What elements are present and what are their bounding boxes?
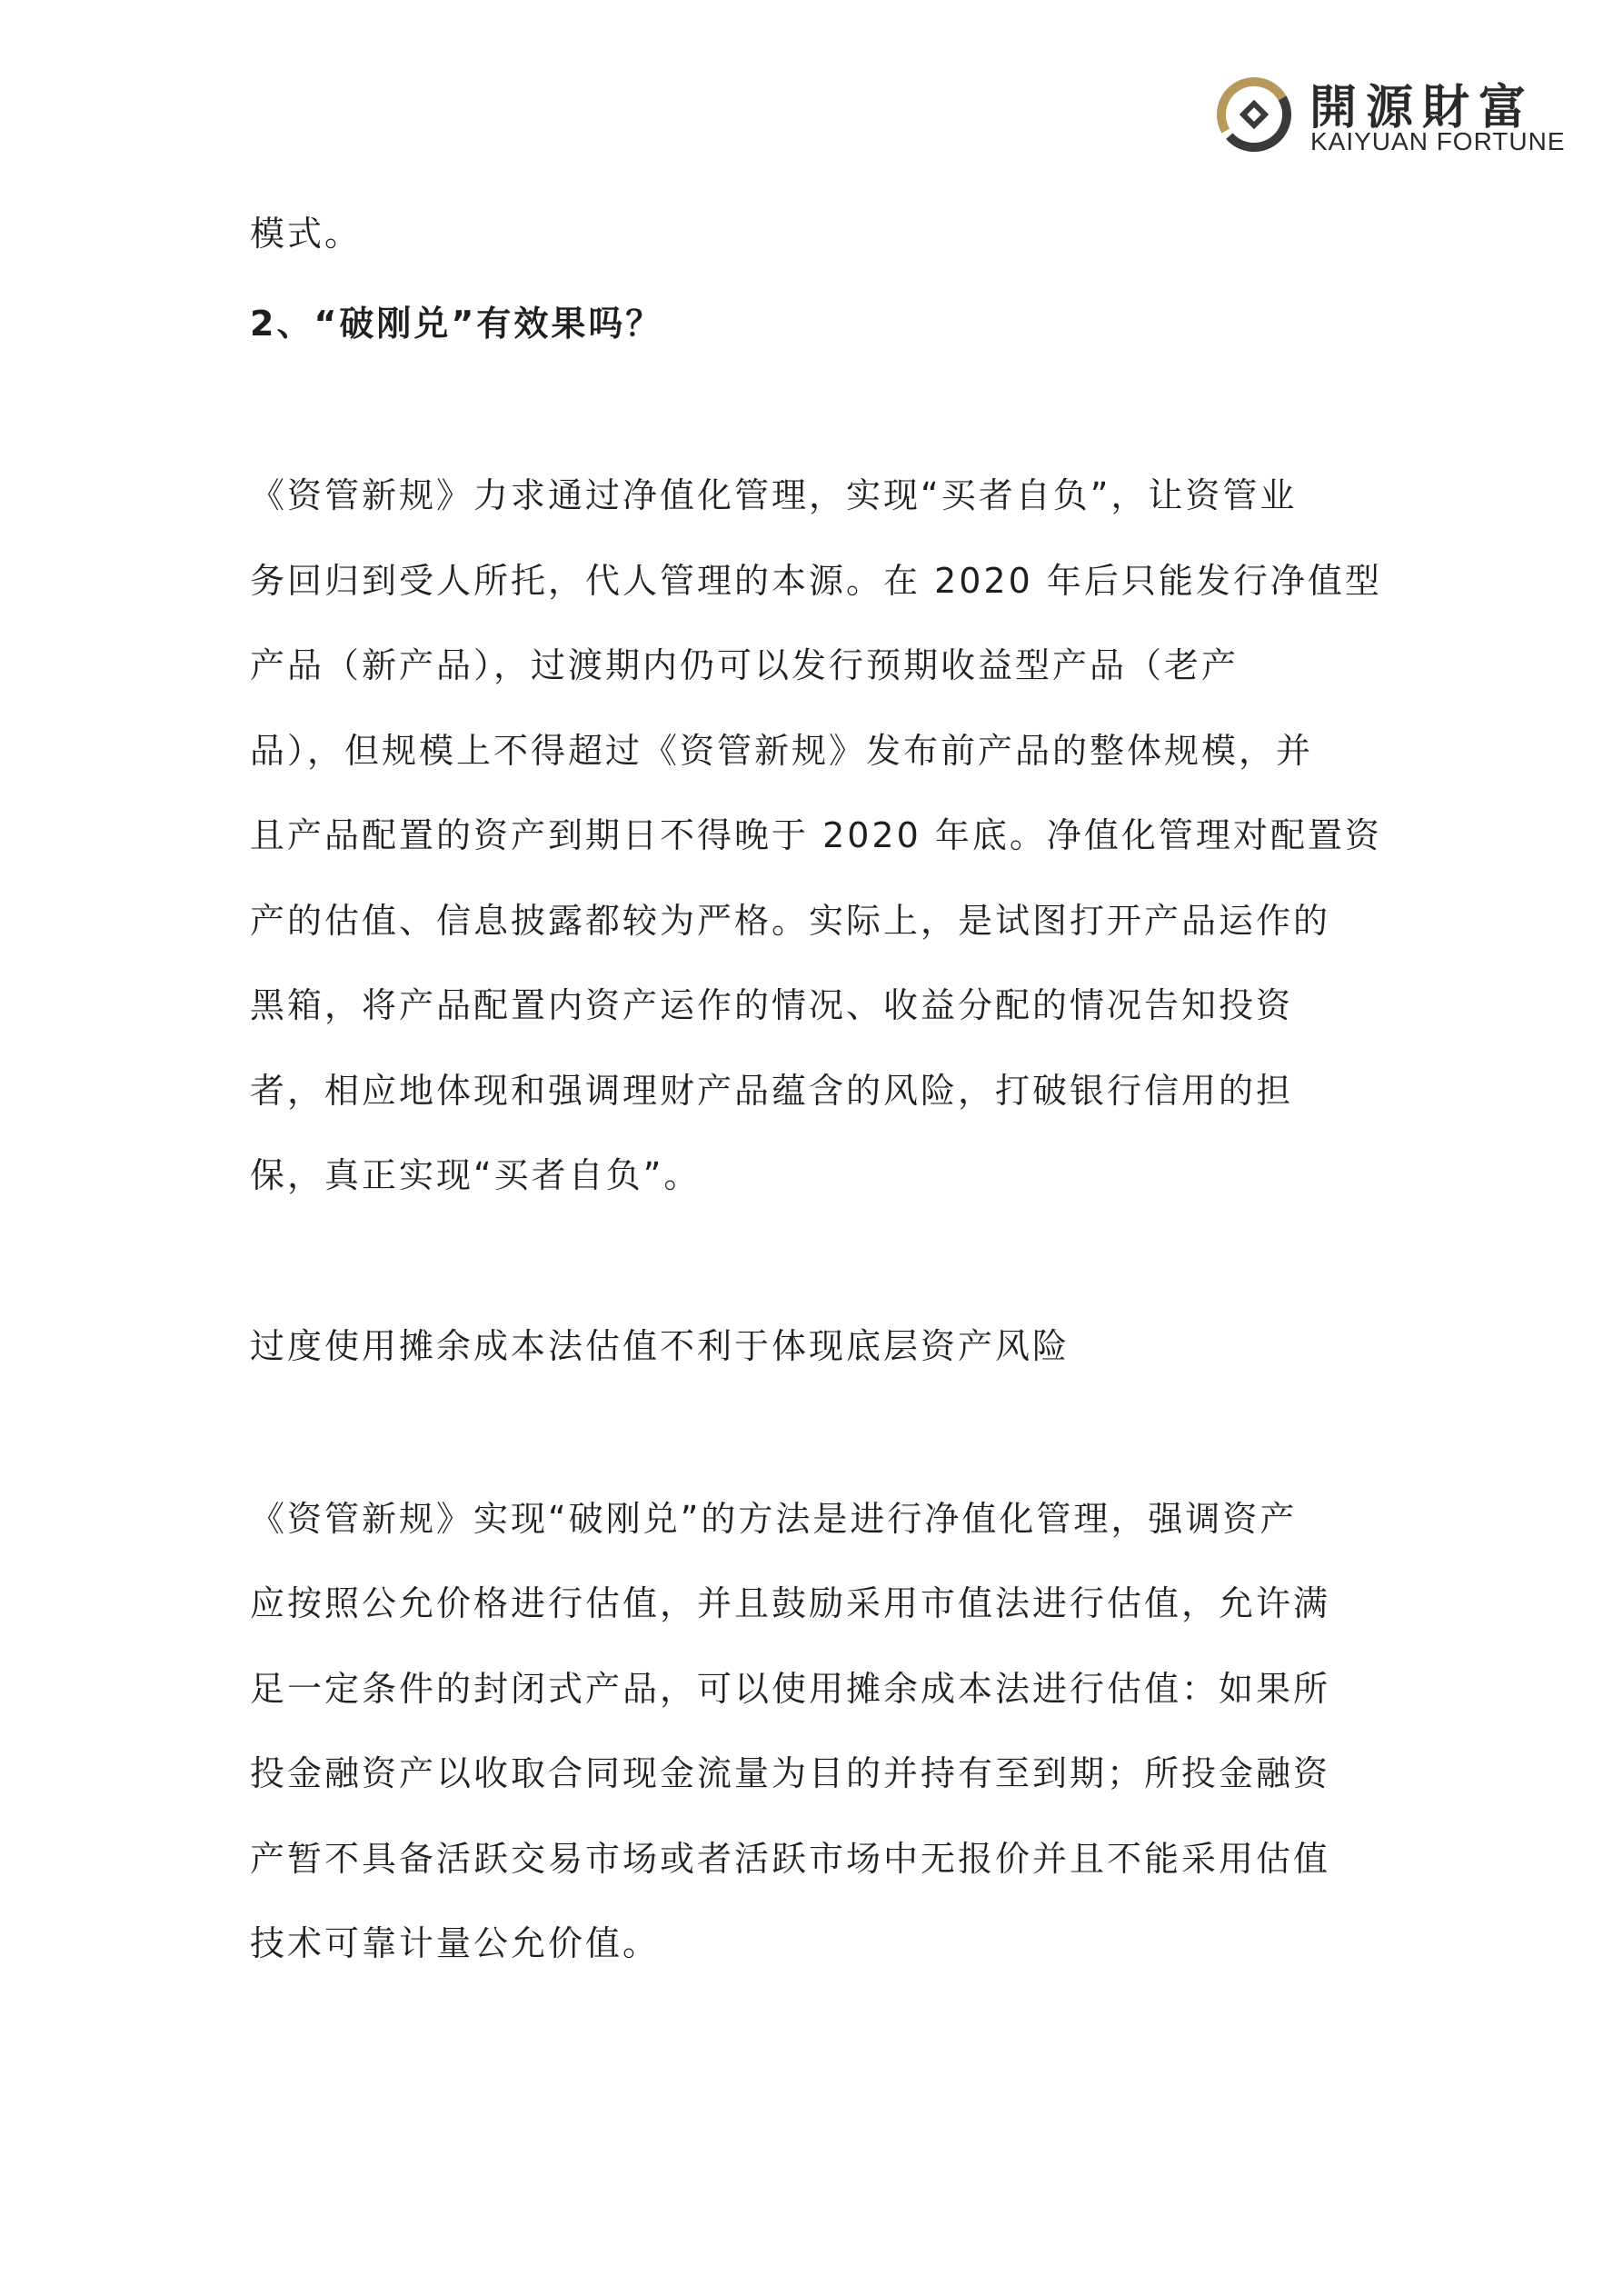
paragraph-line: 产暂不具备活跃交易市场或者活跃市场中无报价并且不能采用估值 (250, 1839, 1331, 1879)
paragraph-line: 务回归到受人所托，代人管理的本源。在 2020 年后只能发行净值型 (250, 561, 1382, 601)
paragraph-line: 者，相应地体现和强调理财产品蕴含的风险，打破银行信用的担 (250, 1071, 1294, 1111)
company-logo (1216, 65, 1570, 156)
paragraph-line: 《资管新规》实现“破刚兑”的方法是进行净值化管理，强调资产 (250, 1499, 1298, 1539)
paragraph-line: 且产品配置的资产到期日不得晚于 2020 年底。净值化管理对配置资 (250, 815, 1382, 855)
paragraph-line: 技术可靠计量公允价值。 (250, 1923, 661, 1963)
paragraph-line: 保，真正实现“买者自负”。 (250, 1155, 702, 1195)
paragraph-line: 品），但规模上不得超过《资管新规》发布前产品的整体规模，并 (250, 731, 1314, 771)
paragraph-line: 《资管新规》力求通过净值化管理，实现“买者自负”，让资管业 (250, 475, 1298, 515)
paragraph-line: 模式。 (250, 214, 363, 254)
subheading: 过度使用摊余成本法估值不利于体现底层资产风险 (250, 1326, 1070, 1366)
paragraph-line: 黑箱，将产品配置内资产运作的情况、收益分配的情况告知投资 (250, 985, 1294, 1025)
paragraph-line: 投金融资产以收取合同现金流量为目的并持有至到期；所投金融资 (250, 1753, 1331, 1793)
section-heading: 2、“破刚兑”有效果吗？ (250, 304, 663, 344)
paragraph-line: 应按照公允价格进行估值，并且鼓励采用市值法进行估值，允许满 (250, 1583, 1331, 1623)
kaiyuan-logo-icon (1216, 76, 1292, 153)
paragraph-line: 产的估值、信息披露都较为严格。实际上，是试图打开产品运作的 (250, 901, 1331, 941)
logo-chinese-name: 開源財富 (1309, 81, 1536, 135)
paragraph-line: 产品（新产品），过渡期内仍可以发行预期收益型产品（老产 (250, 645, 1240, 685)
paragraph-line: 足一定条件的封闭式产品，可以使用摊余成本法进行估值：如果所 (250, 1669, 1331, 1709)
logo-english-name: KAIYUAN FORTUNE (1310, 127, 1566, 155)
